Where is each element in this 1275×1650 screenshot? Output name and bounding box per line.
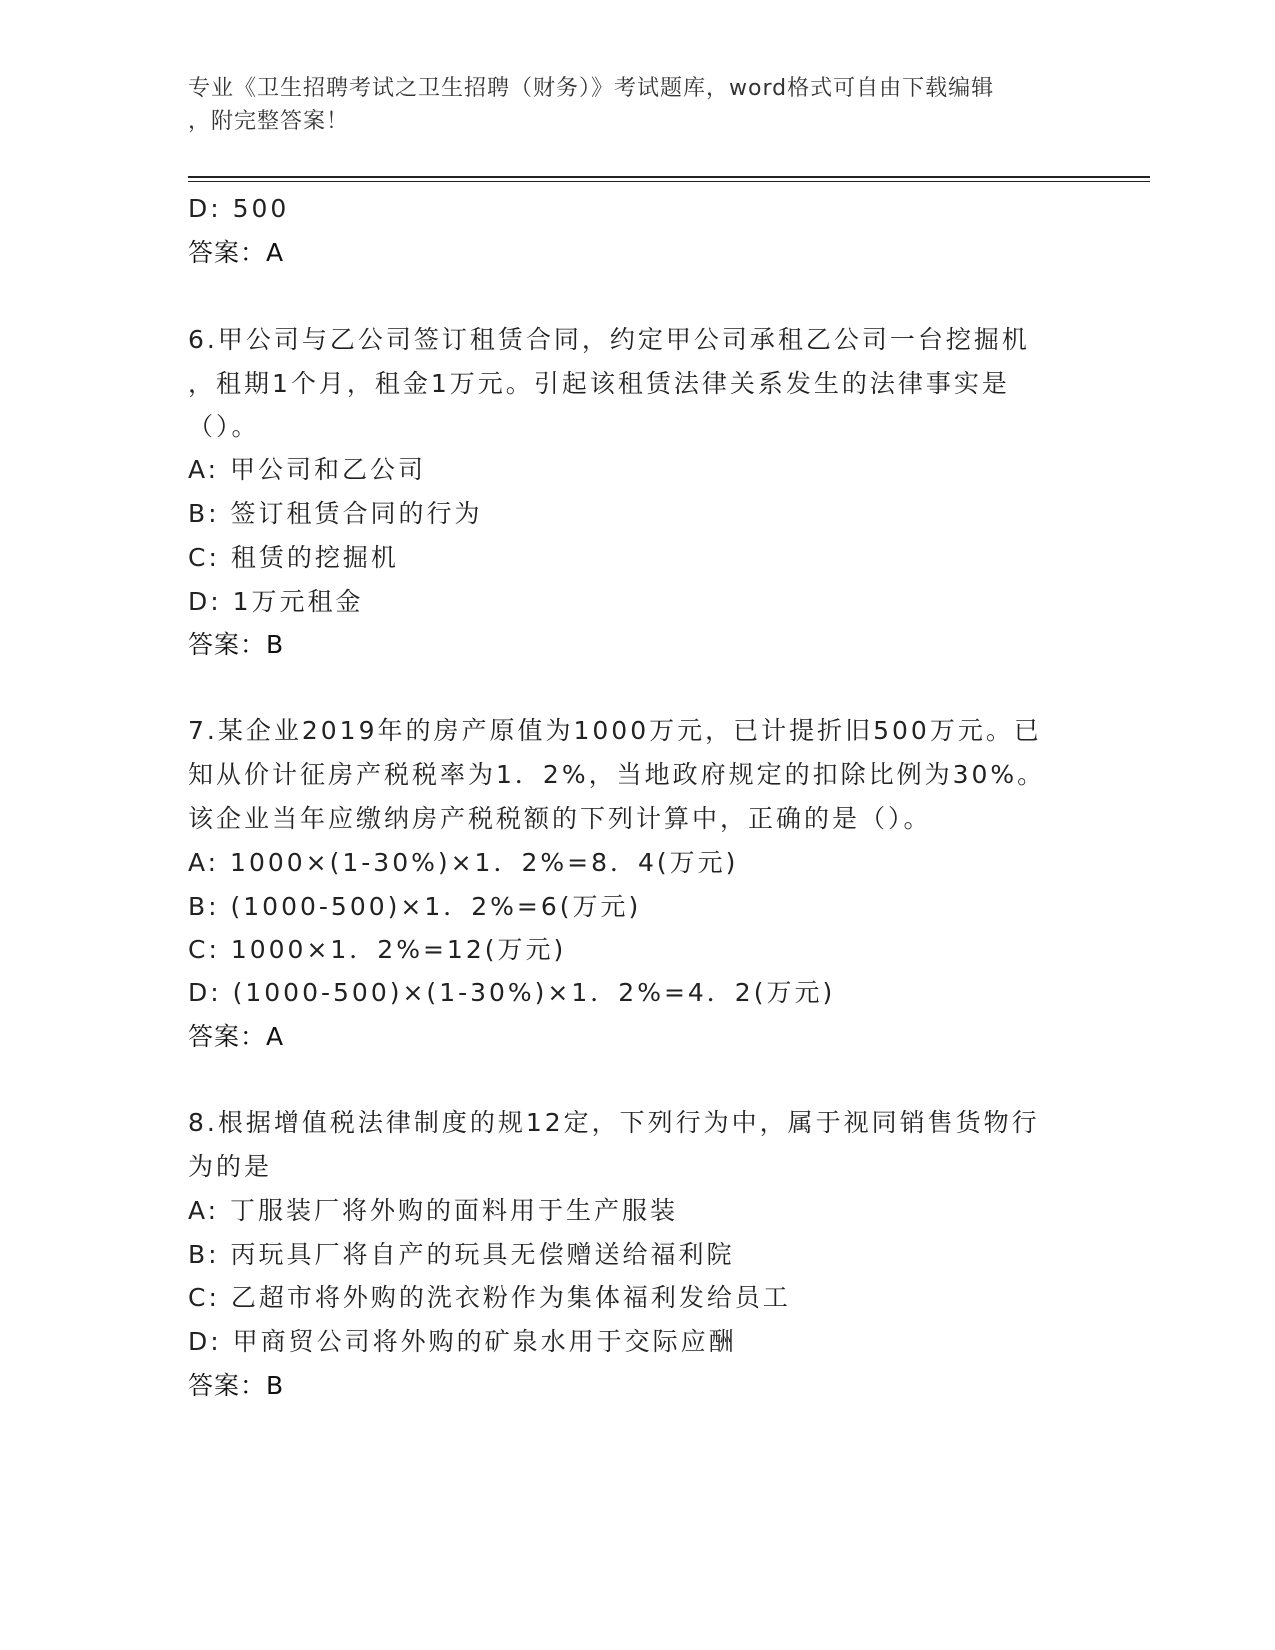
q7-option-b: B: (1000-500)×1．2%=6(万元)	[188, 892, 642, 921]
q6-option-b: B: 签订租赁合同的行为	[188, 499, 483, 528]
q6-option-c: C: 租赁的挖掘机	[188, 543, 399, 572]
q8-option-a: A: 丁服装厂将外购的面料用于生产服装	[188, 1196, 679, 1225]
q6-option-d: D: 1万元租金	[188, 587, 364, 616]
header-divider-thick	[188, 176, 1150, 178]
header-line-1: 专业《卫生招聘考试之卫生招聘（财务）》考试题库，word格式可自由下载编辑	[188, 76, 995, 101]
document-header	[188, 72, 1068, 138]
q7-text-line-3: 该企业当年应缴纳房产税税额的下列计算中，正确的是（）。	[188, 804, 932, 833]
q6-text-line-3: （）。	[188, 412, 260, 441]
q8-option-c: C: 乙超市将外购的洗衣粉作为集体福利发给员工	[188, 1283, 791, 1312]
q7-text-line-1: 7.某企业2019年的房产原值为1000万元，已计提折旧500万元。已	[188, 716, 1042, 745]
prev-answer: 答案：A	[188, 238, 285, 267]
q8-option-b: B: 丙玩具厂将自产的玩具无偿赠送给福利院	[188, 1240, 735, 1269]
q6-answer: 答案：B	[188, 630, 285, 659]
q7-option-d: D: (1000-500)×(1-30%)×1．2%=4．2(万元)	[188, 978, 836, 1007]
q8-text-line-2: 为的是	[188, 1152, 273, 1181]
q7-answer: 答案：A	[188, 1022, 285, 1051]
q7-text-line-2: 知从价计征房产税税率为1．2%，当地政府规定的扣除比例为30%。	[188, 760, 1046, 789]
header-line-2: ，附完整答案！	[188, 109, 350, 134]
q8-text-line-1: 8.根据增值税法律制度的规12定，下列行为中，属于视同销售货物行	[188, 1108, 1040, 1137]
q7-option-a: A: 1000×(1-30%)×1．2%=8．4(万元)	[188, 848, 739, 877]
prev-option-d: D: 500	[188, 194, 290, 223]
q6-option-a: A: 甲公司和乙公司	[188, 455, 427, 484]
q6-text-line-2: ，租期1个月，租金1万元。引起该租赁法律关系发生的法律事实是	[188, 369, 1010, 398]
header-divider-thin	[188, 181, 1150, 182]
q7-option-c: C: 1000×1．2%=12(万元)	[188, 935, 567, 964]
q6-text-line-1: 6.甲公司与乙公司签订租赁合同，约定甲公司承租乙公司一台挖掘机	[188, 325, 1030, 354]
q8-answer: 答案：B	[188, 1371, 285, 1400]
q8-option-d: D: 甲商贸公司将外购的矿泉水用于交际应酬	[188, 1327, 737, 1356]
